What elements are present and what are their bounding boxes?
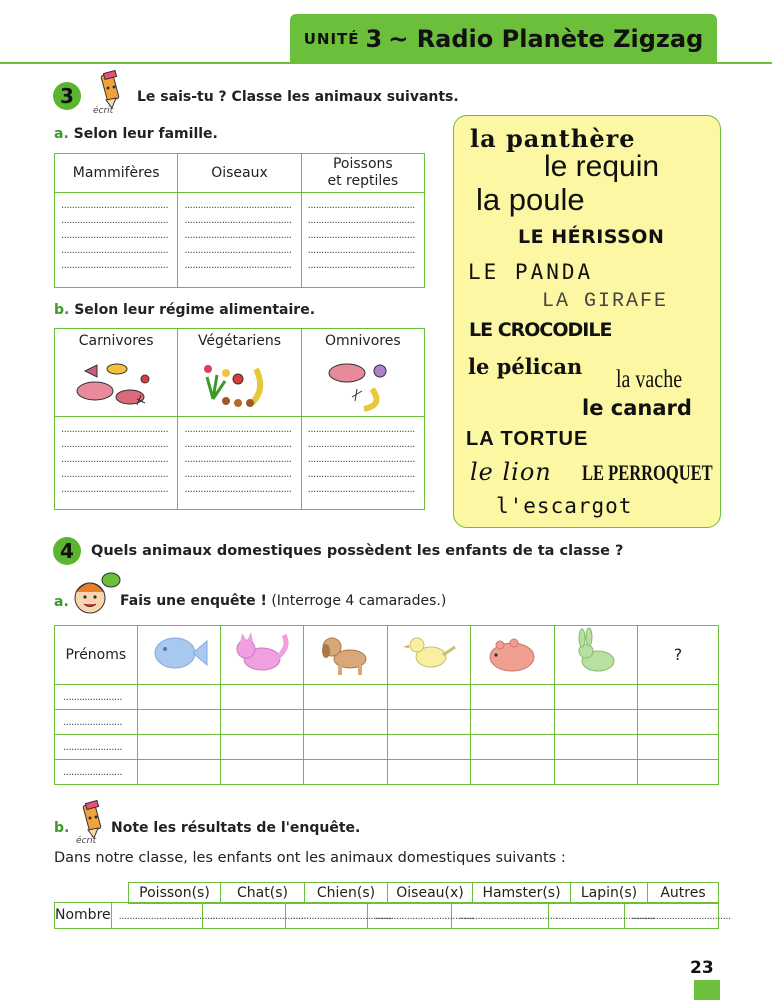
name-entry-1[interactable]: ......................: [63, 692, 122, 703]
ex3-b-label: [54, 302, 315, 318]
answer-line[interactable]: ........................................: [61, 245, 169, 256]
unit-number: 3: [365, 25, 383, 53]
answer-line[interactable]: ........................................: [61, 215, 169, 226]
answer-line[interactable]: ........................................: [184, 245, 292, 256]
exercise-4-badge: 4: [53, 537, 81, 565]
dog-icon: [316, 629, 376, 677]
answer-line[interactable]: ........................................: [184, 260, 292, 271]
answer-line[interactable]: ........................................: [61, 469, 169, 480]
fam-answer-1[interactable]: [55, 193, 177, 273]
answer-line[interactable]: ........................................: [61, 230, 169, 241]
col-oiseaux-count: Oiseau(x): [388, 883, 473, 903]
results-sentence: Dans notre classe, les enfants ont les animaux domestiques suivants :: [54, 850, 566, 866]
name-entry-4[interactable]: ......................: [63, 767, 122, 778]
survey-cell[interactable]: [221, 760, 304, 785]
ex4-a-letter-wrap: [54, 594, 69, 610]
survey-cell[interactable]: [387, 685, 470, 710]
answer-line[interactable]: ........................................: [307, 200, 415, 211]
animal-requin: le requin: [544, 150, 660, 183]
answer-line[interactable]: ........................................: [307, 230, 415, 241]
col-vegetariens: Végétariens: [197, 333, 282, 349]
survey-cell[interactable]: [637, 735, 718, 760]
unit-header: [290, 14, 717, 64]
answer-line[interactable]: ........................................: [184, 454, 292, 465]
plants-fruits-icon: [178, 349, 298, 411]
animal-escargot: l'escargot: [496, 494, 633, 518]
col-mammiferes: Mammifères: [72, 165, 160, 181]
fam-answer-3[interactable]: [302, 193, 424, 273]
col-chiens-count: Chien(s): [305, 883, 388, 903]
col-poissons-count: Poisson(s): [129, 883, 221, 903]
col-poissons-line2: et reptiles: [327, 173, 399, 189]
survey-cell[interactable]: [471, 685, 554, 710]
ex4-b-letter: b.: [54, 820, 70, 836]
survey-cell[interactable]: [554, 760, 637, 785]
ex3-a-text: Selon leur famille.: [73, 126, 218, 142]
row-nombre: Nombre: [55, 903, 112, 928]
survey-cell[interactable]: [304, 735, 387, 760]
diet-table: [54, 328, 425, 510]
ex4-b-letter-wrap: [54, 820, 69, 836]
answer-line[interactable]: ........................................: [307, 260, 415, 271]
hamster-icon: [482, 629, 542, 677]
survey-cell[interactable]: [221, 685, 304, 710]
answer-line[interactable]: ........................................: [307, 484, 415, 495]
animal-panthere: la panthère: [470, 124, 636, 153]
animal-poule: la poule: [476, 182, 585, 217]
col-prenoms: Prénoms: [65, 647, 127, 663]
col-oiseaux: Oiseaux: [211, 165, 268, 181]
exercise-3-instruction: Le sais-tu ? Classe les animaux suivants.: [137, 89, 459, 105]
animal-vache: la vache: [616, 366, 683, 393]
meat-fish-insects-icon: [55, 349, 175, 411]
name-entry-2[interactable]: ......................: [63, 717, 122, 728]
ex4-a-line: [120, 593, 446, 609]
mixed-food-icon: [302, 349, 422, 411]
ex4-a-letter: a.: [54, 594, 69, 610]
rabbit-icon: [566, 629, 626, 677]
count-lapins[interactable]: .....................................: [549, 903, 625, 928]
animal-girafe: LA GIRAFE: [542, 290, 669, 313]
fish-icon: [149, 629, 209, 677]
cat-icon: [232, 629, 292, 677]
animal-canard: le canard: [582, 396, 692, 420]
family-table: [54, 153, 425, 288]
survey-cell[interactable]: [387, 710, 470, 735]
col-hamsters-count: Hamster(s): [473, 883, 571, 903]
answer-line[interactable]: ........................................: [61, 200, 169, 211]
survey-cell[interactable]: [304, 710, 387, 735]
answer-line[interactable]: ........................................: [184, 230, 292, 241]
survey-cell[interactable]: [137, 710, 220, 735]
survey-cell[interactable]: [471, 735, 554, 760]
answer-line[interactable]: ........................................: [307, 469, 415, 480]
child-speaking-icon: [68, 570, 122, 620]
ex3-b-letter: b.: [54, 302, 70, 318]
survey-cell[interactable]: [637, 760, 718, 785]
answer-line[interactable]: ........................................: [307, 424, 415, 435]
page-number: 23: [690, 958, 714, 978]
animal-pelican: le pélican: [468, 354, 583, 379]
animal-crocodile: LE CROCODILE: [469, 319, 612, 341]
col-carnivores: Carnivores: [78, 333, 154, 349]
answer-line[interactable]: ........................................: [307, 454, 415, 465]
survey-cell[interactable]: [471, 710, 554, 735]
pencil-label: écrit: [76, 836, 97, 846]
count-hamsters[interactable]: .....................................: [452, 903, 549, 928]
answer-line[interactable]: ........................................: [184, 200, 292, 211]
col-poissons: [302, 154, 424, 190]
ex3-a-label: [54, 126, 218, 142]
survey-cell[interactable]: [387, 735, 470, 760]
ex3-a-letter: a.: [54, 126, 69, 142]
diet-answer-1[interactable]: [55, 417, 177, 497]
survey-cell[interactable]: [221, 710, 304, 735]
survey-cell[interactable]: [304, 760, 387, 785]
answer-line[interactable]: ........................................: [307, 215, 415, 226]
survey-cell[interactable]: [554, 710, 637, 735]
pencil-label: écrit: [93, 106, 114, 116]
survey-cell[interactable]: [471, 760, 554, 785]
survey-cell[interactable]: [221, 735, 304, 760]
answer-line[interactable]: ........................................: [184, 215, 292, 226]
col-autres-count: Autres: [660, 885, 706, 901]
animal-names-box: [453, 115, 721, 528]
survey-cell[interactable]: [137, 760, 220, 785]
survey-cell[interactable]: [637, 685, 718, 710]
ex4-a-paren: (Interroge 4 camarades.): [271, 593, 447, 609]
col-lapins-count: Lapin(s): [571, 883, 648, 903]
ex4-a-bold: Fais une enquête !: [120, 593, 267, 609]
survey-table: [54, 625, 719, 785]
col-other: ?: [673, 645, 683, 664]
survey-cell[interactable]: [554, 685, 637, 710]
answer-line[interactable]: ........................................: [61, 439, 169, 450]
survey-cell[interactable]: [554, 735, 637, 760]
col-chats-count: Chat(s): [221, 883, 305, 903]
answer-line[interactable]: ........................................: [61, 484, 169, 495]
survey-cell[interactable]: [387, 760, 470, 785]
count-oiseaux[interactable]: .....................................: [368, 903, 452, 928]
diet-answer-2[interactable]: [178, 417, 300, 497]
animal-panda: LE PANDA: [468, 260, 594, 284]
answer-line[interactable]: ........................................: [61, 424, 169, 435]
answer-line[interactable]: ........................................: [184, 469, 292, 480]
exercise-3-badge: 3: [53, 82, 81, 110]
answer-line[interactable]: ........................................: [184, 439, 292, 450]
answer-line[interactable]: ........................................: [61, 260, 169, 271]
answer-line[interactable]: ........................................: [307, 245, 415, 256]
survey-cell[interactable]: [137, 685, 220, 710]
animal-perroquet: LE PERROQUET: [582, 460, 713, 485]
bird-icon: [399, 629, 459, 677]
count-chiens[interactable]: .....................................: [286, 903, 368, 928]
ex3-b-text: Selon leur régime alimentaire.: [74, 302, 316, 318]
answer-line[interactable]: ........................................: [184, 484, 292, 495]
survey-cell[interactable]: [304, 685, 387, 710]
col-poissons-line1: Poissons: [332, 156, 393, 172]
unit-title: ~ Radio Planète Zigzag: [388, 25, 704, 53]
survey-cell[interactable]: [137, 735, 220, 760]
count-autres[interactable]: .....................................: [631, 911, 731, 922]
answer-line[interactable]: ........................................: [307, 439, 415, 450]
unit-label: UNITÉ: [303, 30, 360, 48]
answer-line[interactable]: ........................................: [61, 454, 169, 465]
count-poissons[interactable]: .....................................: [112, 903, 203, 928]
exercise-4-question: Quels animaux domestiques possèdent les enfants de ta classe ?: [91, 543, 624, 559]
page-tab: [694, 980, 720, 1000]
name-entry-3[interactable]: ......................: [63, 742, 122, 753]
fam-answer-2[interactable]: [178, 193, 300, 273]
diet-answer-3[interactable]: [302, 417, 424, 497]
col-omnivores: Omnivores: [325, 333, 401, 349]
survey-cell[interactable]: [637, 710, 718, 735]
answer-line[interactable]: ........................................: [184, 424, 292, 435]
count-chats[interactable]: .....................................: [203, 903, 286, 928]
animal-herisson: LE HÉRISSON: [518, 226, 665, 248]
animal-tortue: LA TORTUE: [466, 428, 589, 450]
animal-lion: le lion: [470, 458, 552, 486]
ex4-b-text: Note les résultats de l'enquête.: [111, 820, 361, 836]
results-table: [54, 882, 731, 930]
